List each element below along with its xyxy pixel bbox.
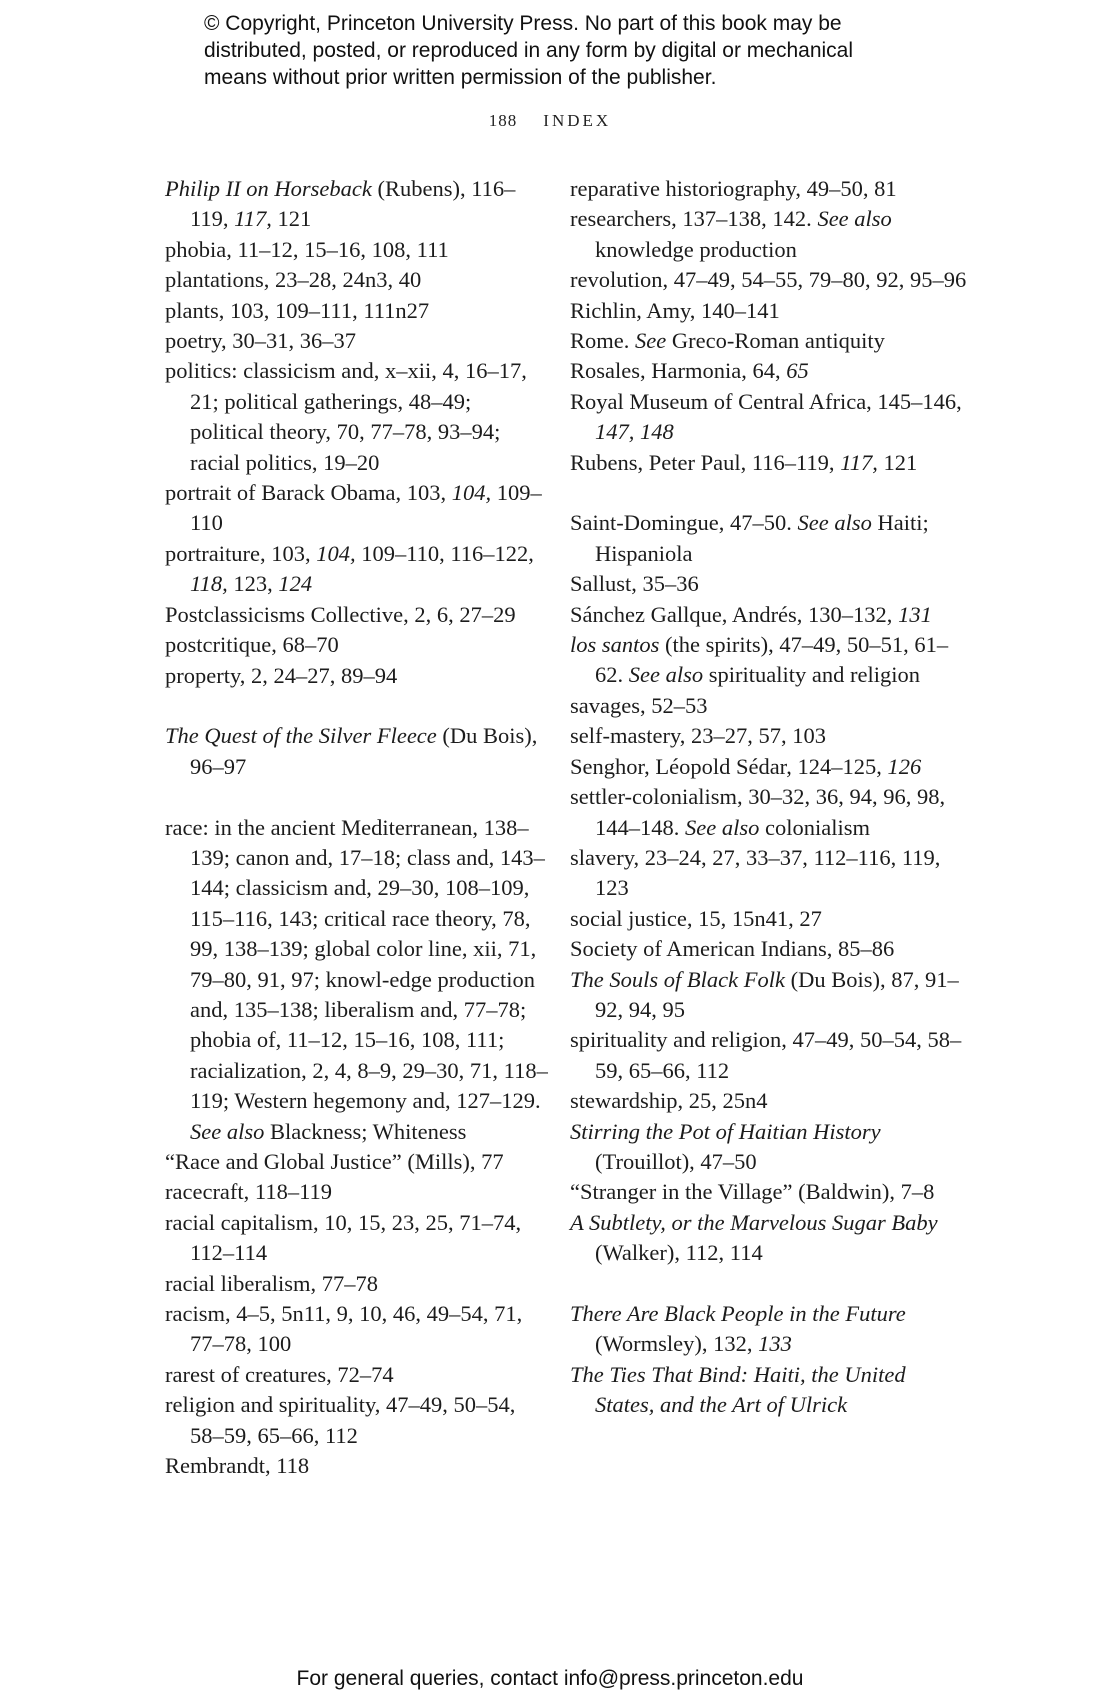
- index-entry: [570, 843, 970, 904]
- entry-text: racial liberalism, 77–78: [165, 1270, 379, 1296]
- entry-text: 104,: [451, 480, 492, 506]
- entry-text: 104,: [316, 540, 356, 566]
- index-entry: [165, 1147, 550, 1177]
- copyright-line: means without prior written permission of the publisher.: [204, 66, 717, 89]
- index-entry: [570, 965, 970, 1026]
- entry-text: 117,: [234, 206, 272, 232]
- entry-text: Blackness; Whiteness: [264, 1118, 467, 1144]
- index-entry: [570, 1299, 970, 1360]
- entry-text: settler-colonialism, 30–32, 36, 94, 96, 98, 144–148.: [570, 784, 946, 840]
- entry-text: 109–110: [190, 480, 542, 536]
- copyright-line: © Copyright, Princeton University Press. No part of this book may be: [204, 12, 842, 35]
- entry-text: (Du Bois), 87, 91–92, 94, 95: [595, 966, 959, 1022]
- index-entry: [165, 174, 550, 235]
- section-title: INDEX: [543, 111, 612, 130]
- index-entry: [570, 1208, 970, 1269]
- index-entry: [165, 1360, 550, 1390]
- entry-text: 126: [887, 753, 922, 779]
- entry-text: “Stranger in the Village” (Baldwin), 7–8: [570, 1179, 935, 1205]
- index-entry: [165, 1390, 550, 1451]
- entry-text: reparative historiography, 49–50, 81: [570, 176, 897, 201]
- index-column-left: [165, 174, 550, 1481]
- entry-text: 124: [278, 571, 313, 597]
- entry-text: postcritique, 68–70: [165, 632, 339, 658]
- entry-text: See also: [817, 206, 892, 232]
- entry-text: race: in the ancient Mediterranean, 138–139; canon and, 17–18; class and, 143–144; classicism and, 29–30, 108–109, 115–116, 143; critical race theory, 78, 99, 138–139; global color line, xii, 71, 79–80, 91, 97; knowl-edge production and, 135–138; liberalism and, 77–78; phobia of, 11–12, 15–16, 108, 111; racialization, 2, 4, 8–9, 29–30, 71, 118–119; Western hegemony and, 127–129.: [165, 814, 548, 1114]
- letter-group-gap: [165, 782, 550, 812]
- index-entry: [165, 600, 550, 630]
- entry-text: 117,: [840, 449, 878, 475]
- entry-text: “Race and Global Justice” (Mills), 77: [165, 1148, 504, 1174]
- index-entry: [165, 478, 550, 539]
- index-entry: [570, 448, 970, 478]
- entry-text: Philip II on Horseback: [165, 176, 372, 201]
- index-entry: [165, 661, 550, 691]
- entry-text: self-mastery, 23–27, 57, 103: [570, 723, 826, 749]
- entry-text: politics: classicism and, x–xii, 4, 16–17, 21; political gatherings, 48–49; political theory, 70, 77–78, 93–94; racial politics, 19–20: [165, 358, 527, 475]
- page-number: 188: [488, 111, 518, 130]
- index-entry: [570, 630, 970, 691]
- entry-text: phobia, 11–12, 15–16, 108, 111: [165, 236, 449, 262]
- entry-text: stewardship, 25, 25n4: [570, 1088, 768, 1114]
- entry-text: slavery, 23–24, 27, 33–37, 112–116, 119, 123: [570, 844, 941, 901]
- entry-text: 147, 148: [595, 419, 674, 445]
- index-entry: [165, 1269, 550, 1299]
- entry-text: (Trouillot), 47–50: [595, 1148, 757, 1174]
- index-entry: [570, 174, 970, 204]
- index-entry: [165, 813, 550, 1147]
- index-column-right: [570, 174, 970, 1421]
- index-entry: [165, 1299, 550, 1360]
- entry-text: portrait of Barack Obama, 103,: [165, 480, 452, 506]
- entry-text: Society of American Indians, 85–86: [570, 936, 895, 962]
- entry-text: plantations, 23–28, 24n3, 40: [165, 267, 422, 293]
- index-entry: [165, 1451, 550, 1481]
- entry-text: spirituality and religion, 47–49, 50–54, 58–59, 65–66, 112: [570, 1027, 962, 1083]
- entry-text: (Wormsley), 132,: [595, 1331, 759, 1357]
- index-entry: [165, 326, 550, 356]
- entry-text: racecraft, 118–119: [165, 1179, 332, 1205]
- entry-text: 118,: [190, 571, 228, 597]
- entry-text: 109–110, 116–122,: [355, 540, 534, 566]
- index-entry: [570, 721, 970, 751]
- entry-text: 121: [877, 449, 918, 475]
- entry-text: 123,: [227, 571, 279, 597]
- entry-text: See also: [190, 1118, 265, 1144]
- entry-text: los santos: [570, 632, 660, 658]
- entry-text: spirituality and religion: [703, 662, 920, 688]
- index-entry: [570, 326, 970, 356]
- running-head: [0, 111, 1100, 131]
- index-entry: [570, 600, 970, 630]
- index-entry: [570, 1025, 970, 1086]
- index-entry: [165, 265, 550, 295]
- index-entry: [165, 235, 550, 265]
- entry-text: religion and spirituality, 47–49, 50–54, 58–59, 65–66, 112: [165, 1392, 516, 1448]
- entry-text: knowledge production: [595, 236, 797, 262]
- entry-text: Saint-Domingue, 47–50.: [570, 510, 798, 536]
- entry-text: revolution, 47–49, 54–55, 79–80, 92, 95–96: [570, 267, 967, 293]
- footer-contact: For general queries, contact info@press.princeton.edu: [296, 1667, 804, 1690]
- entry-text: social justice, 15, 15n41, 27: [570, 905, 822, 931]
- entry-text: Sánchez Gallque, Andrés, 130–132,: [570, 601, 899, 627]
- index-entry: [570, 508, 970, 569]
- entry-text: racism, 4–5, 5n11, 9, 10, 46, 49–54, 71, 77–78, 100: [165, 1301, 523, 1357]
- index-entry: [570, 782, 970, 843]
- entry-text: 121: [271, 206, 312, 232]
- entry-text: Richlin, Amy, 140–141: [570, 297, 780, 323]
- index-entry: [165, 630, 550, 660]
- entry-text: (Rubens), 116–119,: [190, 176, 516, 232]
- entry-text: rarest of creatures, 72–74: [165, 1361, 394, 1387]
- entry-text: See also: [797, 510, 872, 536]
- entry-text: 65: [786, 358, 809, 384]
- entry-text: Haiti; Hispaniola: [595, 510, 929, 566]
- index-entry: [570, 1117, 970, 1178]
- index-entry: [165, 1177, 550, 1207]
- entry-text: Sallust, 35–36: [570, 571, 699, 597]
- entry-text: portraiture, 103,: [165, 540, 317, 566]
- entry-text: poetry, 30–31, 36–37: [165, 328, 357, 354]
- entry-text: savages, 52–53: [570, 692, 708, 718]
- entry-text: 133: [758, 1331, 792, 1357]
- index-entry: [570, 934, 970, 964]
- entry-text: Rosales, Harmonia, 64,: [570, 358, 787, 384]
- entry-text: The Quest of the Silver Fleece: [165, 723, 437, 749]
- index-entry: [570, 691, 970, 721]
- entry-text: Senghor, Léopold Sédar, 124–125,: [570, 753, 888, 779]
- index-entry: [570, 569, 970, 599]
- entry-text: Rome.: [570, 328, 635, 354]
- entry-text: See: [635, 328, 667, 354]
- entry-text: See also: [628, 662, 704, 688]
- entry-text: Stirring the Pot of Haitian History: [570, 1118, 881, 1144]
- entry-text: racial capitalism, 10, 15, 23, 25, 71–74, 112–114: [165, 1209, 522, 1266]
- letter-group-gap: [165, 691, 550, 721]
- letter-group-gap: [570, 478, 970, 508]
- index-entry: [570, 265, 970, 295]
- index-entry: [570, 904, 970, 934]
- index-entry: [165, 1208, 550, 1269]
- index-entry: [570, 1086, 970, 1116]
- entry-text: See also: [685, 814, 760, 840]
- entry-text: property, 2, 24–27, 89–94: [165, 662, 398, 688]
- index-entry: [165, 539, 550, 600]
- index-entry: [165, 296, 550, 326]
- index-entry: [165, 356, 550, 478]
- entry-text: The Ties That Bind: Haiti, the United States, and the Art of Ulrick: [570, 1361, 906, 1418]
- entry-text: There Are Black People in the Future: [570, 1301, 906, 1326]
- index-entry: [165, 721, 550, 782]
- entry-text: Greco-Roman antiquity: [666, 328, 885, 354]
- index-entry: [570, 1177, 970, 1207]
- entry-text: A Subtlety, or the Marvelous Sugar Baby: [570, 1209, 938, 1235]
- entry-text: (the spirits), 47–49, 50–51, 61–62.: [595, 632, 949, 688]
- letter-group-gap: [570, 1269, 970, 1299]
- entry-text: Rubens, Peter Paul, 116–119,: [570, 449, 841, 475]
- index-entry: [570, 752, 970, 782]
- entry-text: 131: [898, 601, 932, 627]
- entry-text: researchers, 137–138, 142.: [570, 206, 818, 232]
- index-entry: [570, 356, 970, 386]
- entry-text: (Walker), 112, 114: [595, 1240, 763, 1266]
- entry-text: plants, 103, 109–111, 111n27: [165, 297, 430, 323]
- copyright-line: distributed, posted, or reproduced in any form by digital or mechanical: [204, 39, 854, 62]
- entry-text: Postclassicisms Collective, 2, 6, 27–29: [165, 601, 516, 627]
- index-entry: [570, 204, 970, 265]
- index-entry: [570, 1360, 970, 1421]
- entry-text: Rembrandt, 118: [165, 1453, 310, 1479]
- entry-text: colonialism: [759, 814, 870, 840]
- entry-text: (Du Bois), 96–97: [190, 723, 538, 779]
- entry-text: The Souls of Black Folk: [570, 966, 785, 992]
- copyright-notice: [204, 10, 924, 91]
- index-entry: [570, 296, 970, 326]
- entry-text: Royal Museum of Central Africa, 145–146,: [570, 388, 962, 414]
- index-entry: [570, 387, 970, 448]
